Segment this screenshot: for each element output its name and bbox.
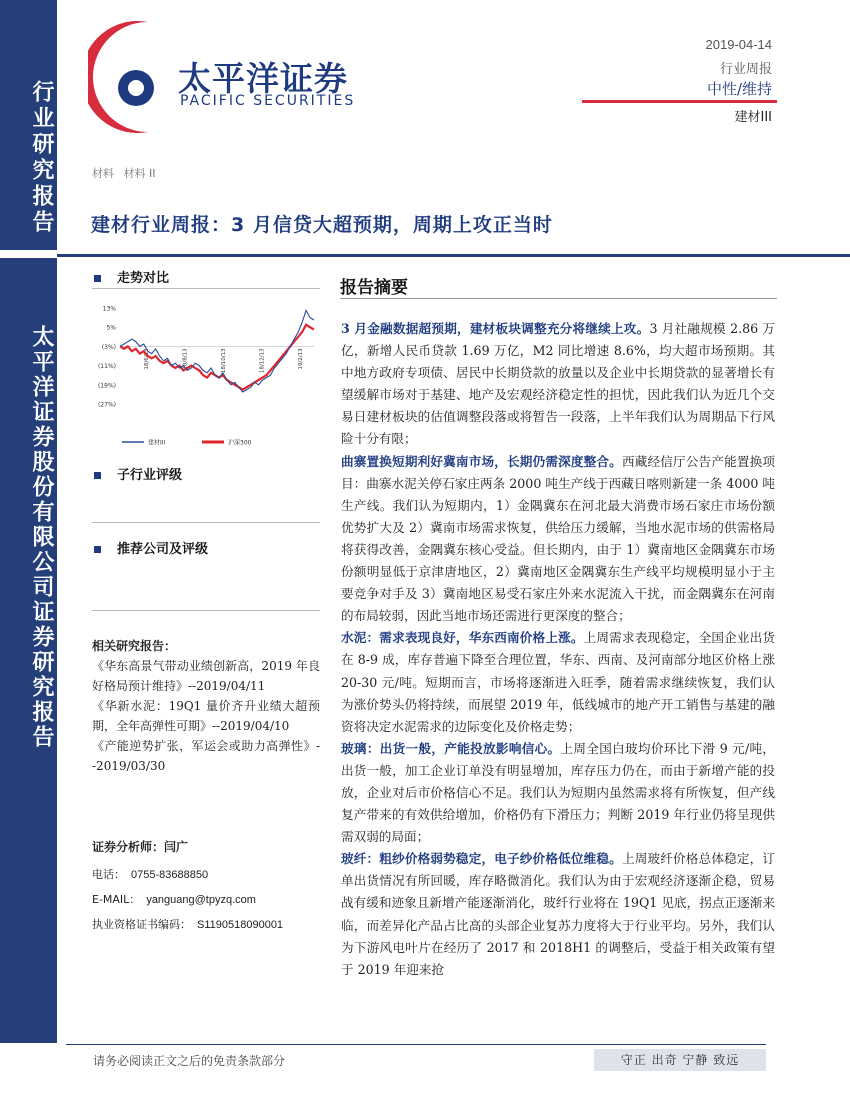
footer-disclaimer: 请务必阅读正文之后的免责条款部分 bbox=[93, 1054, 286, 1068]
section-divider bbox=[92, 522, 320, 523]
y-tick-label: 5% bbox=[106, 324, 116, 332]
footer-motto: 守正 出奇 宁静 致远 bbox=[594, 1049, 766, 1071]
company-logo-icon bbox=[88, 18, 160, 136]
analyst-phone bbox=[92, 866, 208, 882]
summary-paragraph bbox=[341, 318, 775, 451]
rating-divider bbox=[582, 100, 777, 103]
y-tick-label: (3%) bbox=[101, 343, 116, 351]
x-tick-label: 18/10/13 bbox=[221, 348, 227, 374]
trend-heading bbox=[94, 267, 169, 286]
x-tick-label: 19/2/13 bbox=[298, 348, 304, 370]
subsector-heading bbox=[94, 464, 182, 483]
summary-paragraph bbox=[341, 627, 775, 737]
y-tick-label: (27%) bbox=[97, 401, 116, 409]
report-type: 行业周报 bbox=[719, 62, 772, 77]
summary-divider bbox=[340, 298, 777, 299]
phone-value: 0755-83688850 bbox=[131, 869, 209, 881]
recommend-heading-label: 推荐公司及评级 bbox=[117, 542, 209, 557]
breadcrumb bbox=[92, 165, 162, 181]
y-tick-label: 13% bbox=[102, 305, 116, 313]
x-tick-label: 18/6/13 bbox=[144, 348, 150, 370]
email-label: E-MAIL： bbox=[92, 893, 141, 906]
paragraph-lead: 玻纤：粗纱价格弱势稳定，电子纱价格低位维稳。 bbox=[341, 851, 622, 867]
email-link[interactable]: yanguang@tpyzq.com bbox=[146, 894, 256, 906]
bullet-square-icon bbox=[94, 275, 101, 282]
paragraph-lead: 水泥：需求表现良好，华东西南价格上涨。 bbox=[341, 630, 584, 646]
title-divider bbox=[57, 254, 850, 257]
paragraph-text: 西藏经信厅公告产能置换项目：曲寨水泥关停石家庄两条 2000 吨生产线于西藏日喀则新建一条 4000 吨生产线。我们认为短期内，1）金隅冀东在河北最大消费市场石家庄市场份额优势扩大及 2）冀南市场需求恢复，供给压力缓解，当地水泥市场的供需格局将获得改善，金隅冀东核心受益。但长期内，由于 1）冀南地区金隅冀东市场份额明显低于京津唐地区，2）冀南地区金隅冀东生产线平均规模明显小于主要竞争对手及 3）冀南地区易受石家庄外来水泥流入干扰，而金隅冀东在河南的布局较弱，因此当地市场还需进行更深度的整合； bbox=[341, 453, 776, 624]
x-tick-label: 18/8/13 bbox=[182, 348, 189, 370]
analyst-cert bbox=[92, 916, 283, 932]
brand-name-en: PACIFIC SECURITIES bbox=[180, 93, 356, 109]
industry-rating: 中性/维持 bbox=[706, 80, 772, 98]
report-date: 2019-04-14 bbox=[705, 37, 772, 52]
y-tick-label: (11%) bbox=[97, 363, 116, 371]
phone-label: 电话： bbox=[92, 868, 125, 881]
footer-divider bbox=[66, 1044, 766, 1045]
recommend-heading bbox=[94, 538, 208, 557]
report-title: 建材行业周报：3 月信贷大超预期，周期上攻正当时 bbox=[91, 214, 553, 236]
related-reports-header: 相关研究报告： bbox=[92, 639, 177, 653]
cert-value: S1190518090001 bbox=[197, 919, 284, 931]
trend-heading-label: 走势对比 bbox=[117, 271, 170, 286]
trend-chart bbox=[92, 296, 320, 456]
legend-label: 建材III bbox=[148, 439, 166, 447]
brand-name-cn: 太平洋证券 bbox=[178, 59, 348, 98]
paragraph-text: 3 月社融规模 2.86 万亿，新增人民币贷款 1.69 万亿，M2 同比增速 8.6%，均大超市场预期。其中地方政府专项债、居民中长期贷款的放量以及企业中长期贷款的显著增长有望缓解市场对于基建、地产及宏观经济稳定性的担忧，因此我们认为近几个交易日建材板块的估值调整段落或将暂告一段落，上半年我们认为周期品下行风险十分有限； bbox=[341, 321, 775, 447]
summary-paragraph bbox=[341, 848, 775, 981]
paragraph-lead: 玻璃：出货一般，产能投放影响信心。 bbox=[341, 740, 561, 756]
x-tick-label: 18/12/13 bbox=[259, 348, 266, 374]
legend-label: 沪深300 bbox=[228, 439, 252, 447]
paragraph-text: 上周全国白玻均价环比下滑 9 元/吨，出货一般，加工企业订单没有明显增加，库存压力仍在，而由于新增产能的投放，企业对后市价格信心不足。我们认为短期内虽然需求将有所恢复，但产线复产带来的有效供给增加，价格仍有下滑压力；判断 2019 年行业仍将呈现供需双弱的局面； bbox=[341, 740, 776, 845]
related-report-link[interactable]: 《产能逆势扩张，军运会或助力高弹性》--2019/03/30 bbox=[92, 739, 320, 773]
breadcrumb-item: 材料 II bbox=[123, 167, 156, 180]
analyst-email bbox=[92, 891, 256, 907]
cert-label: 执业资格证书编码： bbox=[92, 918, 191, 931]
related-report-link[interactable]: 《华东高景气带动业绩创新高，2019 年良好格局预计维持》--2019/04/11 bbox=[92, 659, 320, 693]
sidebar-label-company: 太平洋证券股份有限公司证券研究报告 bbox=[29, 325, 54, 750]
bullet-square-icon bbox=[94, 546, 101, 553]
summary-paragraph bbox=[341, 738, 775, 848]
paragraph-lead: 曲寨置换短期利好冀南市场，长期仍需深度整合。 bbox=[341, 453, 622, 469]
related-reports bbox=[92, 636, 320, 776]
breadcrumb-item: 材料 bbox=[92, 167, 114, 180]
summary-body bbox=[341, 318, 775, 981]
subsector-heading-label: 子行业评级 bbox=[117, 468, 183, 483]
section-divider bbox=[92, 288, 320, 289]
analyst-name: 证券分析师：闫广 bbox=[92, 840, 189, 854]
bullet-square-icon bbox=[94, 472, 101, 479]
sector-label: 建材III bbox=[734, 110, 772, 125]
paragraph-text: 上周需求表现稳定，全国企业出货在 8-9 成，库存普遍下降至合理位置，华东、西南、及河南部分地区价格上涨 20-30 元/吨。短期而言，市场将逐渐进入旺季，随着需求继续恢复，我们认为涨价势头仍将持续，而展望 2019 年，低线城市的地产开工销售与基建的融资将决定水泥需求的边际变化及价格走势； bbox=[341, 630, 776, 734]
paragraph-lead: 3 月金融数据超预期，建材板块调整充分将继续上攻。 bbox=[341, 321, 650, 336]
related-report-link[interactable]: 《华新水泥：19Q1 量价齐升业绩大超预期，全年高弹性可期》--2019/04/10 bbox=[92, 699, 320, 733]
sidebar-label-industry-research: 行业研究报告 bbox=[29, 80, 54, 236]
paragraph-text: 上周玻纤价格总体稳定，订单出货情况有所回暖，库存略微消化。我们认为由于宏观经济逐渐企稳，贸易战有缓和迹象且新增产能逐渐消化，玻纤行业将在 19Q1 见底，拐点正逐渐来临，而差异化产品占比高的头部企业复苏力度将大于行业平均。另外，我们认为下游风电叶片在经历了 2017 和 2018H1 的调整后，受益于相关政策有望于 2019 年迎来抢 bbox=[341, 851, 776, 977]
y-tick-label: (19%) bbox=[97, 382, 116, 390]
series-line bbox=[120, 325, 314, 390]
section-divider bbox=[92, 610, 320, 611]
summary-title: 报告摘要 bbox=[340, 278, 408, 298]
summary-paragraph bbox=[341, 451, 775, 628]
